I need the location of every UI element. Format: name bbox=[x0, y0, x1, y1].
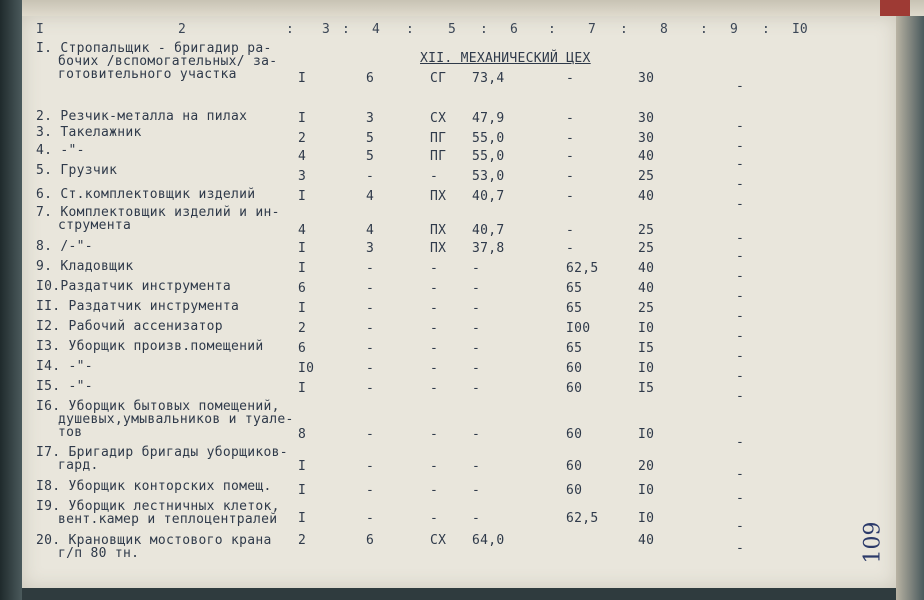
cell-c8: 30 bbox=[638, 111, 655, 126]
right-edge bbox=[896, 16, 924, 600]
cell-c3: I bbox=[298, 71, 307, 86]
cell-c3: 4 bbox=[298, 149, 307, 164]
cell-c6: 73,4 bbox=[472, 71, 505, 86]
occupation-name: 20. Крановщик мостового крана bbox=[36, 533, 272, 548]
cell-c6: - bbox=[472, 427, 481, 442]
cell-c3: 4 bbox=[298, 223, 307, 238]
occupation-name: I6. Уборщик бытовых помещений, bbox=[36, 399, 280, 414]
bottom-edge bbox=[22, 588, 896, 600]
cell-c5: - bbox=[430, 169, 439, 184]
cell-c5: СГ bbox=[430, 71, 447, 86]
column-header-cell: 6 bbox=[510, 22, 518, 37]
cell-c8: 40 bbox=[638, 149, 655, 164]
cell-c4: 3 bbox=[366, 111, 375, 126]
cell-c4: 3 bbox=[366, 241, 375, 256]
cell-c8: I0 bbox=[638, 321, 655, 336]
occupation-name: 7. Комплектовщик изделий и ин- bbox=[36, 205, 280, 220]
occupation-name: I3. Уборщик произв.помещений bbox=[36, 339, 264, 354]
binding-edge bbox=[0, 0, 22, 600]
cell-c5: - bbox=[430, 459, 439, 474]
cell-c5: - bbox=[430, 361, 439, 376]
cell-c8: 30 bbox=[638, 71, 655, 86]
cell-c8: I5 bbox=[638, 341, 655, 356]
cell-c5: ПГ bbox=[430, 131, 447, 146]
occupation-name: готовительного участка bbox=[58, 67, 237, 82]
cell-c9: - bbox=[736, 157, 745, 172]
column-header-cell: 7 bbox=[588, 22, 596, 37]
cell-c3: 3 bbox=[298, 169, 307, 184]
cell-c4: 6 bbox=[366, 533, 375, 548]
cell-c7: 65 bbox=[566, 341, 583, 356]
red-binding-mark bbox=[880, 0, 910, 16]
cell-c7: 62,5 bbox=[566, 511, 599, 526]
cell-c4: - bbox=[366, 361, 375, 376]
cell-c8: 40 bbox=[638, 281, 655, 296]
cell-c3: I bbox=[298, 189, 307, 204]
cell-c4: - bbox=[366, 483, 375, 498]
cell-c8: I0 bbox=[638, 427, 655, 442]
cell-c3: 8 bbox=[298, 427, 307, 442]
cell-c3: 2 bbox=[298, 321, 307, 336]
occupation-name: I0.Раздатчик инструмента bbox=[36, 279, 232, 294]
cell-c4: - bbox=[366, 427, 375, 442]
page-number: 109 bbox=[860, 521, 886, 564]
cell-c3: I bbox=[298, 381, 307, 396]
cell-c9: - bbox=[736, 329, 745, 344]
cell-c5: ПХ bbox=[430, 241, 447, 256]
cell-c8: I0 bbox=[638, 511, 655, 526]
column-header-cell: 9 bbox=[730, 22, 738, 37]
cell-c6: 53,0 bbox=[472, 169, 505, 184]
cell-c7: - bbox=[566, 71, 575, 86]
column-header-cell: : bbox=[762, 22, 770, 37]
cell-c4: - bbox=[366, 169, 375, 184]
cell-c4: - bbox=[366, 281, 375, 296]
cell-c7: - bbox=[566, 189, 575, 204]
cell-c5: ПХ bbox=[430, 189, 447, 204]
cell-c6: - bbox=[472, 361, 481, 376]
cell-c5: - bbox=[430, 341, 439, 356]
cell-c7: I00 bbox=[566, 321, 591, 336]
cell-c4: 5 bbox=[366, 149, 375, 164]
column-header-cell: I bbox=[36, 22, 44, 37]
cell-c6: - bbox=[472, 301, 481, 316]
cell-c7: - bbox=[566, 241, 575, 256]
cell-c8: 40 bbox=[638, 533, 655, 548]
cell-c4: - bbox=[366, 459, 375, 474]
cell-c7: - bbox=[566, 111, 575, 126]
cell-c7: 65 bbox=[566, 281, 583, 296]
cell-c8: 40 bbox=[638, 189, 655, 204]
cell-c3: 6 bbox=[298, 281, 307, 296]
cell-c8: I0 bbox=[638, 483, 655, 498]
occupation-name: гард. bbox=[58, 458, 99, 473]
occupation-name: 3. Такелажник bbox=[36, 125, 142, 140]
column-header-cell: 2 bbox=[178, 22, 186, 37]
occupation-name: вент.камер и теплоцентралей bbox=[58, 512, 278, 527]
cell-c5: СХ bbox=[430, 533, 447, 548]
cell-c3: I bbox=[298, 483, 307, 498]
cell-c7: - bbox=[566, 169, 575, 184]
cell-c7: 60 bbox=[566, 381, 583, 396]
cell-c4: - bbox=[366, 381, 375, 396]
cell-c4: - bbox=[366, 261, 375, 276]
column-header-cell: : bbox=[286, 22, 294, 37]
column-header-cell: 4 bbox=[372, 22, 380, 37]
occupation-name: I. Стропальщик - бригадир ра- bbox=[36, 41, 272, 56]
column-header-cell: 8 bbox=[660, 22, 668, 37]
occupation-name: I5. -"- bbox=[36, 379, 93, 394]
cell-c8: I5 bbox=[638, 381, 655, 396]
cell-c6: 40,7 bbox=[472, 223, 505, 238]
column-header-cell: 3 bbox=[322, 22, 330, 37]
cell-c5: - bbox=[430, 427, 439, 442]
occupation-name: 4. -"- bbox=[36, 143, 85, 158]
cell-c7: 60 bbox=[566, 483, 583, 498]
cell-c4: 4 bbox=[366, 189, 375, 204]
cell-c3: 6 bbox=[298, 341, 307, 356]
cell-c6: - bbox=[472, 459, 481, 474]
cell-c7: 62,5 bbox=[566, 261, 599, 276]
cell-c5: ПХ bbox=[430, 223, 447, 238]
cell-c9: - bbox=[736, 349, 745, 364]
occupation-name: I2. Рабочий ассенизатор bbox=[36, 319, 223, 334]
cell-c9: - bbox=[736, 231, 745, 246]
cell-c3: I bbox=[298, 111, 307, 126]
cell-c3: I bbox=[298, 459, 307, 474]
cell-c3: I bbox=[298, 511, 307, 526]
occupation-name: 6. Ст.комплектовщик изделий bbox=[36, 187, 256, 202]
cell-c5: - bbox=[430, 281, 439, 296]
cell-c6: 64,0 bbox=[472, 533, 505, 548]
column-header-cell: : bbox=[480, 22, 488, 37]
cell-c7: - bbox=[566, 149, 575, 164]
cell-c5: - bbox=[430, 511, 439, 526]
occupation-name: бочих /вспомогательных/ за- bbox=[58, 54, 278, 69]
cell-c6: - bbox=[472, 381, 481, 396]
cell-c5: ПГ bbox=[430, 149, 447, 164]
cell-c8: I0 bbox=[638, 361, 655, 376]
occupation-name: II. Раздатчик инструмента bbox=[36, 299, 240, 314]
cell-c6: 55,0 bbox=[472, 131, 505, 146]
cell-c8: 20 bbox=[638, 459, 655, 474]
cell-c9: - bbox=[736, 389, 745, 404]
cell-c8: 25 bbox=[638, 169, 655, 184]
cell-c9: - bbox=[736, 177, 745, 192]
occupation-name: 5. Грузчик bbox=[36, 163, 118, 178]
cell-c6: 37,8 bbox=[472, 241, 505, 256]
cell-c3: I bbox=[298, 301, 307, 316]
cell-c5: - bbox=[430, 381, 439, 396]
cell-c8: 25 bbox=[638, 301, 655, 316]
cell-c9: - bbox=[736, 269, 745, 284]
cell-c6: 55,0 bbox=[472, 149, 505, 164]
cell-c6: - bbox=[472, 281, 481, 296]
cell-c3: 2 bbox=[298, 131, 307, 146]
occupation-name: струмента bbox=[58, 218, 132, 233]
cell-c3: I bbox=[298, 261, 307, 276]
cell-c9: - bbox=[736, 249, 745, 264]
column-header-cell: : bbox=[700, 22, 708, 37]
occupation-name: г/п 80 тн. bbox=[58, 546, 140, 561]
cell-c4: 4 bbox=[366, 223, 375, 238]
section-title: XII. МЕХАНИЧЕСКИЙ ЦЕХ bbox=[420, 51, 591, 66]
cell-c3: 2 bbox=[298, 533, 307, 548]
column-header-cell: I0 bbox=[792, 22, 808, 37]
cell-c9: - bbox=[736, 369, 745, 384]
cell-c6: - bbox=[472, 341, 481, 356]
cell-c5: - bbox=[430, 301, 439, 316]
cell-c9: - bbox=[736, 79, 745, 94]
occupation-name: I9. Уборщик лестничных клеток, bbox=[36, 499, 280, 514]
cell-c7: - bbox=[566, 131, 575, 146]
cell-c9: - bbox=[736, 139, 745, 154]
cell-c7: - bbox=[566, 223, 575, 238]
column-header-cell: : bbox=[548, 22, 556, 37]
occupation-name: 2. Резчик-металла на пилах bbox=[36, 109, 248, 124]
column-header-cell: : bbox=[620, 22, 628, 37]
cell-c9: - bbox=[736, 119, 745, 134]
cell-c9: - bbox=[736, 491, 745, 506]
cell-c6: - bbox=[472, 321, 481, 336]
cell-c4: - bbox=[366, 321, 375, 336]
cell-c7: 60 bbox=[566, 427, 583, 442]
occupation-name: душевых,умывальников и туале- bbox=[58, 412, 294, 427]
cell-c8: 40 bbox=[638, 261, 655, 276]
cell-c5: - bbox=[430, 321, 439, 336]
column-header-cell: 5 bbox=[448, 22, 456, 37]
cell-c4: - bbox=[366, 301, 375, 316]
cell-c5: - bbox=[430, 261, 439, 276]
cell-c9: - bbox=[736, 467, 745, 482]
occupation-name: I8. Уборщик конторских помещ. bbox=[36, 479, 272, 494]
cell-c4: - bbox=[366, 511, 375, 526]
cell-c7: 60 bbox=[566, 459, 583, 474]
cell-c3: I bbox=[298, 241, 307, 256]
occupation-name: I7. Бригадир бригады уборщиков- bbox=[36, 445, 288, 460]
cell-c7: 60 bbox=[566, 361, 583, 376]
cell-c8: 25 bbox=[638, 223, 655, 238]
cell-c6: 47,9 bbox=[472, 111, 505, 126]
cell-c3: I0 bbox=[298, 361, 315, 376]
cell-c8: 25 bbox=[638, 241, 655, 256]
occupation-name: 9. Кладовщик bbox=[36, 259, 134, 274]
occupation-name: I4. -"- bbox=[36, 359, 93, 374]
cell-c4: 5 bbox=[366, 131, 375, 146]
cell-c5: - bbox=[430, 483, 439, 498]
column-header-cell: : bbox=[406, 22, 414, 37]
cell-c9: - bbox=[736, 435, 745, 450]
cell-c7: 65 bbox=[566, 301, 583, 316]
cell-c6: - bbox=[472, 483, 481, 498]
cell-c6: - bbox=[472, 261, 481, 276]
cell-c9: - bbox=[736, 541, 745, 556]
cell-c8: 30 bbox=[638, 131, 655, 146]
cell-c9: - bbox=[736, 309, 745, 324]
cell-c6: 40,7 bbox=[472, 189, 505, 204]
occupation-name: 8. /-"- bbox=[36, 239, 93, 254]
cell-c9: - bbox=[736, 197, 745, 212]
column-header-cell: : bbox=[342, 22, 350, 37]
cell-c6: - bbox=[472, 511, 481, 526]
cell-c9: - bbox=[736, 519, 745, 534]
occupation-name: тов bbox=[58, 425, 83, 440]
cell-c9: - bbox=[736, 289, 745, 304]
cell-c4: - bbox=[366, 341, 375, 356]
cell-c5: СХ bbox=[430, 111, 447, 126]
cell-c4: 6 bbox=[366, 71, 375, 86]
